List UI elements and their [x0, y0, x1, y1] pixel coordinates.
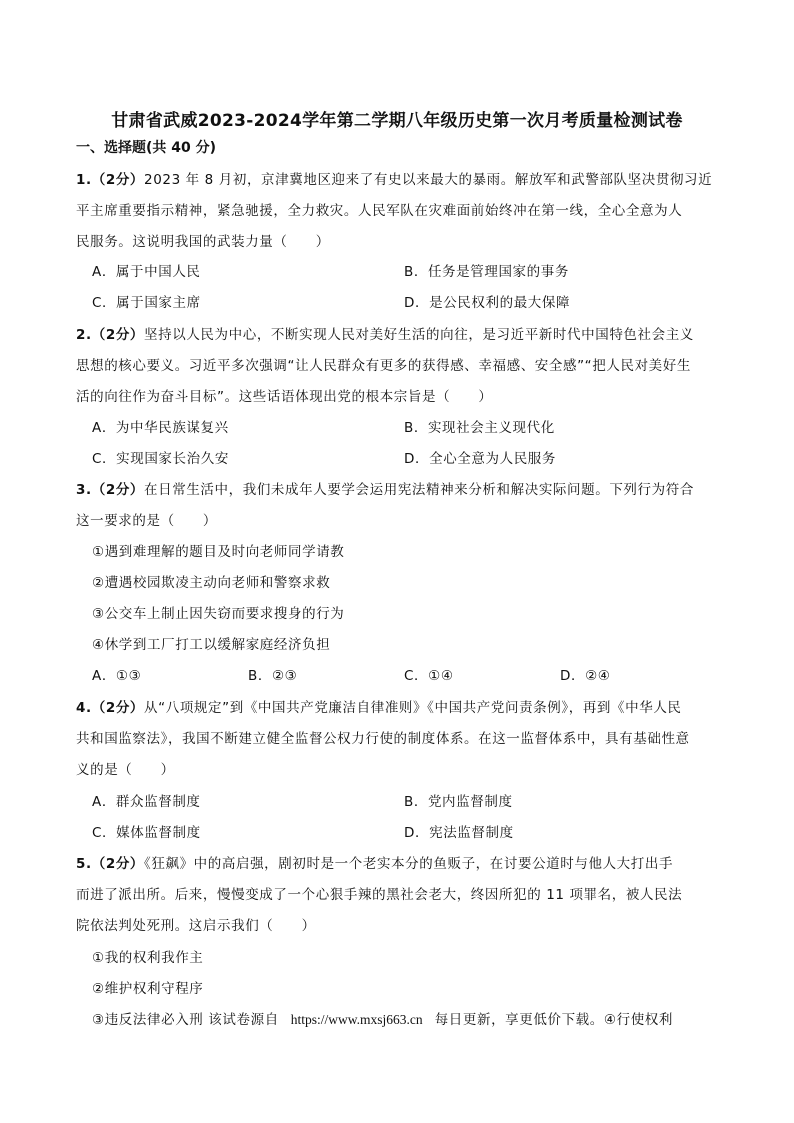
question-5-statement-2: ②维护权利守程序 — [92, 981, 204, 997]
exam-title: 甘肃省武威2023-2024学年第二学期八年级历史第一次月考质量检测试卷 — [111, 111, 683, 131]
question-5-score: （2分） — [91, 856, 145, 872]
question-3-number: 3. — [76, 482, 92, 498]
question-2-option-d: D．全心全意为人民服务 — [404, 451, 556, 467]
question-2-option-c: C．实现国家长治久安 — [92, 451, 229, 467]
question-2-line-1 — [76, 323, 694, 343]
question-3-option-b: B．②③ — [248, 668, 298, 684]
question-4-line-1 — [76, 696, 682, 716]
question-2-text-1: 坚持以人民为中心，不断实现人民对美好生活的向往，是习近平新时代中国特色社会主义 — [144, 327, 694, 343]
question-3-statement-2: ②遭遇校园欺凌主动向老师和警察求救 — [92, 575, 331, 591]
question-3-option-d: D．②④ — [560, 668, 611, 684]
question-1-option-b: B．任务是管理国家的事务 — [404, 264, 569, 280]
section-heading: 一、选择题(共 40 分) — [76, 140, 217, 156]
question-5-statement-4-start: 每日更新，享更低价下载。④行使权利 — [434, 1012, 673, 1028]
question-1-text-1: 2023 年 8 月初，京津冀地区迎来了有史以来最大的暴雨。解放军和武警部队坚决贯彻习近 — [144, 172, 713, 188]
question-3-text-1: 在日常生活中，我们未成年人要学会运用宪法精神来分析和解决实际问题。下列行为符合 — [144, 482, 694, 498]
question-1-line-3: 民服务。这说明我国的武装力量（ ） — [76, 234, 330, 250]
question-5-line-3: 院依法判处死刑。这启示我们（ ） — [76, 918, 316, 934]
question-4-number: 4. — [76, 700, 92, 716]
question-3-score: （2分） — [91, 482, 145, 498]
question-2-option-b: B．实现社会主义现代化 — [404, 420, 555, 436]
question-3-statement-4: ④休学到工厂打工以缓解家庭经济负担 — [92, 637, 331, 653]
question-1-option-c: C．属于国家主席 — [92, 295, 201, 311]
question-5-statement-1: ①我的权利我作主 — [92, 950, 204, 966]
question-3-statement-3: ③公交车上制止因失窃而要求搜身的行为 — [92, 606, 345, 622]
question-2-line-3: 活的向往作为奋斗目标”。这些话语体现出党的根本宗旨是（ ） — [76, 389, 493, 405]
question-1-line-1 — [76, 168, 712, 188]
question-2-option-a: A．为中华民族谋复兴 — [92, 420, 229, 436]
question-5-statement-3: ③违反法律必入刑 该试卷源自 — [92, 1012, 279, 1028]
question-3-option-c: C．①④ — [404, 668, 454, 684]
question-4-text-1: 从“八项规定”到《中国共产党廉洁自律准则》《中国共产党问责条例》，再到《中华人民 — [144, 700, 682, 716]
question-2-score: （2分） — [91, 327, 145, 343]
question-4-option-d: D．宪法监督制度 — [404, 825, 514, 841]
question-1-number: 1. — [76, 172, 92, 188]
question-4-option-b: B．党内监督制度 — [404, 794, 513, 810]
question-1-option-d: D．是公民权利的最大保障 — [404, 295, 571, 311]
question-5-line-1 — [76, 852, 673, 872]
question-4-line-2: 共和国监察法》，我国不断建立健全监督公权力行使的制度体系。在这一监督体系中，具有基础性意 — [76, 731, 690, 747]
question-3-option-a: A．①③ — [92, 668, 142, 684]
question-3-line-2: 这一要求的是（ ） — [76, 513, 217, 529]
question-5-statement-3-line — [92, 1008, 673, 1028]
question-5-text-1: 《狂飙》中的高启强，剧初时是一个老实本分的鱼贩子，在讨要公道时与他人大打出手 — [144, 856, 674, 872]
question-4-option-a: A．群众监督制度 — [92, 794, 201, 810]
question-1-line-2: 平主席重要指示精神，紧急驰援，全力救灾。人民军队在灾难面前始终冲在第一线，全心全意为人 — [76, 203, 683, 219]
question-1-option-a: A．属于中国人民 — [92, 264, 201, 280]
question-3-line-1 — [76, 478, 694, 498]
question-1-score: （2分） — [91, 172, 145, 188]
question-5-line-2: 而进了派出所。后来，慢慢变成了一个心狠手辣的黑社会老大，终因所犯的 11 项罪名，被人民法 — [76, 887, 683, 903]
question-2-line-2: 思想的核心要义。习近平多次强调“让人民群众有更多的获得感、幸福感、安全感”“把人民对美好生 — [76, 358, 691, 374]
question-5-number: 5. — [76, 856, 92, 872]
question-3-statement-1: ①遇到难理解的题目及时向老师同学请教 — [92, 544, 345, 560]
question-4-line-3: 义的是（ ） — [76, 762, 175, 778]
question-4-option-c: C．媒体监督制度 — [92, 825, 201, 841]
question-2-number: 2. — [76, 327, 92, 343]
source-url-link[interactable]: https://www.mxsj663.cn — [290, 1012, 423, 1027]
question-4-score: （2分） — [91, 700, 145, 716]
